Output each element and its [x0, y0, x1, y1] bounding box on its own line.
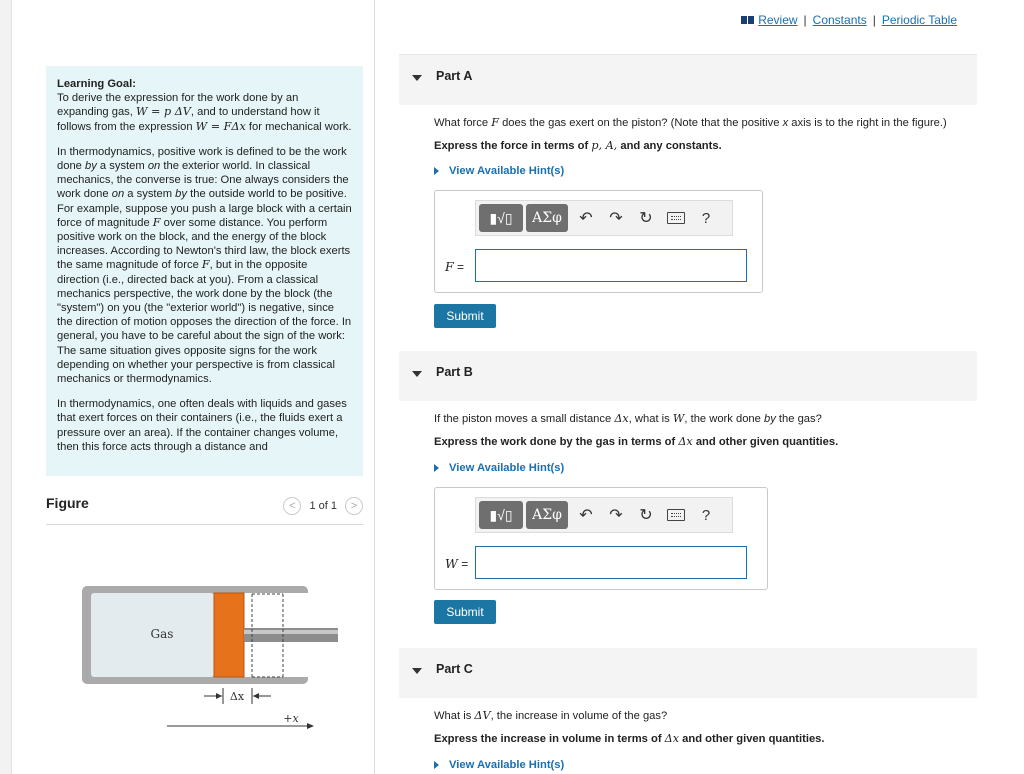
part-b-hint-toggle[interactable]	[434, 462, 564, 474]
part-a-title: Part A	[436, 69, 473, 83]
part-c-header[interactable]	[399, 648, 977, 698]
part-c-hint-toggle[interactable]	[434, 759, 564, 771]
piston	[214, 593, 244, 677]
figure-title: Figure	[46, 495, 89, 511]
redo-icon[interactable]: ↷	[609, 507, 623, 524]
collapse-caret-icon[interactable]	[412, 75, 422, 81]
keyboard-icon[interactable]	[661, 204, 691, 232]
dx-label: Δx	[229, 690, 245, 703]
goal-text: , and to understand how it follows from the expression	[57, 106, 320, 133]
goal-title: Learning Goal:	[57, 78, 136, 90]
review-link[interactable]: Review	[758, 13, 798, 27]
gas-label: Gas	[150, 627, 174, 641]
figure-pager	[283, 497, 363, 515]
help-icon[interactable]: ?	[701, 209, 711, 227]
symbols-button[interactable]: ΑΣφ	[526, 204, 568, 232]
hint-label: View Available Hint(s)	[449, 759, 565, 771]
templates-button[interactable]: ▮√▯	[479, 501, 523, 529]
undo-icon[interactable]: ↶	[579, 210, 593, 227]
constants-link[interactable]: Constants	[812, 13, 867, 27]
learning-goal-box	[46, 66, 363, 476]
math-toolbar	[475, 200, 733, 236]
goal-text: To derive the expression for the work done by an expanding gas,	[57, 92, 299, 119]
goal-text: a system	[124, 188, 176, 201]
collapse-caret-icon[interactable]	[412, 371, 422, 377]
resource-links	[741, 13, 957, 27]
part-b-answer-box	[434, 487, 768, 590]
figure-header	[46, 492, 363, 525]
equation-work-pdv: W = p ΔV	[136, 105, 191, 119]
goal-text: for mechanical work.	[245, 120, 352, 133]
part-b-title: Part B	[436, 365, 473, 379]
answer-label-W: W =	[445, 556, 469, 571]
part-a-submit-button[interactable]: Submit	[434, 304, 496, 328]
part-a-header[interactable]	[399, 55, 977, 105]
var-force: F	[152, 215, 161, 229]
goal-paragraph-1	[57, 77, 352, 134]
book-icon	[741, 16, 754, 24]
answer-input-F[interactable]	[475, 249, 747, 282]
part-c-instruction: Express the increase in volume in terms of Δx and other given quantities.	[434, 732, 825, 745]
part-c-question: What is ΔV, the increase in volume of the gas?	[434, 709, 668, 722]
math-toolbar	[475, 497, 733, 533]
piston-rod-shine	[244, 630, 338, 634]
answer-input-W[interactable]	[475, 546, 747, 579]
hint-label: View Available Hint(s)	[449, 165, 565, 177]
part-c-title: Part C	[436, 662, 473, 676]
expand-caret-icon	[434, 167, 439, 175]
symbols-button[interactable]: ΑΣφ	[526, 501, 568, 529]
help-icon[interactable]: ?	[701, 506, 711, 524]
part-b-question: If the piston moves a small distance Δx, what is W, the work done by the gas?	[434, 412, 822, 425]
goal-emphasis: on	[147, 160, 161, 173]
part-a-hint-toggle[interactable]	[434, 165, 564, 177]
goal-paragraph-2	[57, 145, 352, 386]
goal-text: over some distance. You perform positive work on the block, and the energy of the block increases. According to Newton's third law, the block exerts the same magnitude of force	[57, 216, 351, 272]
goal-text: the outside world to be positive. For example, suppose you push a large block with a certain force of magnitude	[57, 188, 352, 229]
expand-caret-icon	[434, 464, 439, 472]
redo-icon[interactable]: ↷	[609, 210, 623, 227]
part-b-header[interactable]	[399, 351, 977, 401]
part-b-submit-button[interactable]: Submit	[434, 600, 496, 624]
goal-text: the exterior world. In classical mechanics, the converse is true: One always considers the work done	[57, 160, 349, 201]
keyboard-icon[interactable]	[661, 501, 691, 529]
goal-emphasis: on	[111, 188, 125, 201]
right-column	[375, 0, 1024, 774]
x-axis-label: +x	[283, 712, 299, 725]
undo-icon[interactable]: ↶	[579, 507, 593, 524]
reset-icon[interactable]: ↻	[639, 210, 653, 227]
expand-caret-icon	[434, 761, 439, 769]
part-b-instruction: Express the work done by the gas in terms of Δx and other given quantities.	[434, 435, 839, 448]
part-a-instruction: Express the force in terms of p, A, and any constants.	[434, 139, 722, 152]
goal-text: , but in the opposite direction (i.e., directed back at you). From a classical mechanics perspective, the work done by the block (the "system") on you (the "exterior world") is negative, since the direction of motion opposes the direction of the force. In general, you have to be careful about the sign of the work: The same situation gives opposite signs for the work depending on whether your perspective is from classical mechanics or thermodynamics.	[57, 259, 352, 386]
left-edge-strip	[0, 0, 12, 774]
link-separator: |	[803, 13, 807, 27]
equation-work-fdx: W = FΔx	[195, 119, 246, 133]
hint-label: View Available Hint(s)	[449, 462, 565, 474]
part-a-answer-box	[434, 190, 763, 293]
goal-emphasis: by	[175, 188, 187, 201]
reset-icon[interactable]: ↻	[639, 507, 653, 524]
templates-button[interactable]: ▮√▯	[479, 204, 523, 232]
piston-figure	[82, 580, 352, 740]
left-column	[12, 0, 375, 774]
dx-arrowhead-right	[253, 693, 259, 699]
link-separator: |	[872, 13, 876, 27]
figure-prev-button[interactable]: <	[283, 497, 301, 515]
goal-paragraph-3: In thermodynamics, one often deals with liquids and gases that exert forces on their containers (i.e., the fluids exert a pressure over an area). If the container changes volume, then this force acts through a distance and	[57, 398, 347, 453]
part-a-question: What force F does the gas exert on the piston? (Note that the positive x axis is to the right in the figure.)	[434, 116, 947, 129]
goal-text: In thermodynamics, positive work is defined to be the work done	[57, 145, 347, 173]
figure-next-button[interactable]: >	[345, 497, 363, 515]
answer-label-F: F =	[445, 259, 465, 274]
figure-count: 1 of 1	[309, 500, 337, 512]
periodic-table-link[interactable]: Periodic Table	[881, 13, 957, 27]
dx-arrowhead-left	[216, 693, 222, 699]
collapse-caret-icon[interactable]	[412, 668, 422, 674]
x-axis-arrowhead	[307, 723, 314, 729]
goal-text: a system	[96, 160, 148, 173]
goal-emphasis: by	[85, 160, 97, 173]
var-force: F	[201, 258, 210, 272]
